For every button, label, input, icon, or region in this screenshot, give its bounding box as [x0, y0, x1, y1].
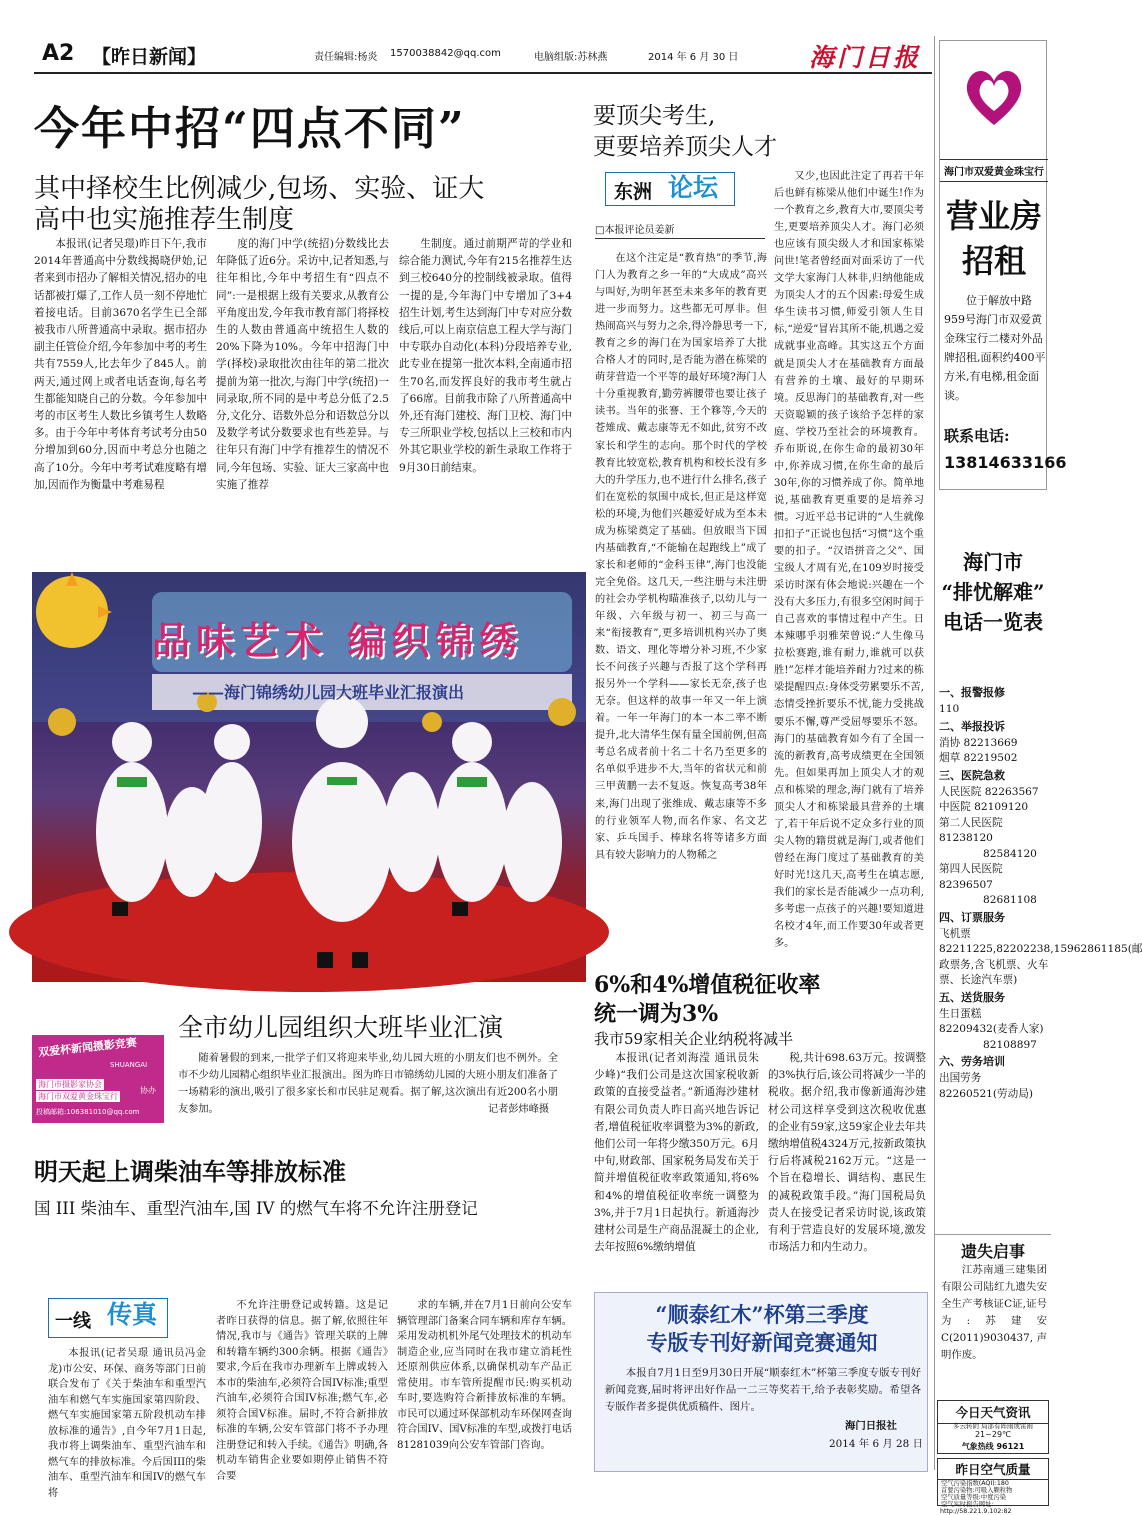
weather-title: 今日天气资讯 — [938, 1401, 1048, 1424]
weather-box — [937, 1400, 1049, 1454]
hotline-group: 二、举报投诉 消协 82213669 烟草 82219502 — [939, 718, 1049, 767]
hotline-title-1: 海门市 — [963, 550, 1023, 574]
diesel-headline: 明天起上调柴油车等排放标准 — [34, 1157, 346, 1186]
contest-notice-box — [594, 1292, 928, 1472]
forum-column-1: 在这个注定是“教育热”的季节,海门人为教育之乡一年的“大成成”高兴与叫好,为明年甚至未来多年的教育更进一步而努力。这些都无可厚非。但热闹高兴与努力之余,得冷静思考一下,教育之乡的海门在为国家培养了大批合格人才的同时,是否能为潜在栋梁的萌芽营造一个平等的最好环境?海门人十分重视教育,勤劳裤腰带也要让孩子读书。当年的张謇、王个簃等,今天的苍雉成、戴志康等无不如此,贫穷不改家长和学生的志向。那个时代的学校教育比较宽松,教育机构和校长没有多大的升学压力,也不进行什么排名,孩子们在宽松的氛围中成长,但正是这样宽松的环境,为他们兴趣爱好成为至本未成为栋梁奠定了基础。但放眼当下国内基础教育,“不能输在起跑线上”成了家长和老师的“金科玉律”,海门也没能完全免俗。这几天,一些注册与未注册的社会办学机构瞄准孩子,以幼儿与一年级、六年级与初一、初三与高一来“衔接教育”,更多培训机构兴办了奥数、语文、理化等增分补习班,不少家长不问孩子兴趣与否报了这个学科再报另外一个学科——家长无奈,孩子也无奈。但这样的故事一年又一年上演着。一年一年海门的本一本二率不断提升,北大清华生保有量全国前例,但高考总名成者前十名二十名乃至更多的名单似乎进步不大,当年的省状元和前三甲黄鹏一去不复返。恢复高考38年来,海门出现了张维成、戴志康等不多的行业领军人物,而名作家、名文艺家、乒乓国手、棒球名将等诸多方面具有较大影响力的人物稀之 — [595, 253, 767, 861]
page-header — [34, 36, 932, 74]
air-quality-line-4: 空气实时报告网址: — [941, 1501, 994, 1508]
diesel-logo-b: 传真 — [107, 1300, 158, 1329]
ad-phone: 13814633166 — [944, 453, 1067, 472]
designer: 电脑组版:苏林燕 — [534, 52, 608, 63]
air-quality-title: 昨日空气质量 — [938, 1459, 1048, 1480]
diesel-column-2: 不允许注册登记或转籍。这是记者昨日获得的信息。据了解,依照往年情况,我市与《通告》管理关联的上牌和转籍车辆约300余辆。根据《通告》要求,今后在我市办理新车上牌或转入本市的柴油车,必须符合国IV标准;重型汽油车,必须符合国IV标准;燃气车,必须符合国V标准。届时,不符合新排放标准的车辆,公安车管部门将不予办理注册登记和转入手续。《通告》明确,各机动车销售企业要如期停止销售不符合要 — [216, 1300, 388, 1482]
photo-contest-title: 双爱杯新闻摄影竞赛 — [37, 1035, 138, 1060]
air-quality-box — [937, 1458, 1049, 1506]
photo-banner-caption: ——海门锦绣幼儿园大班毕业汇报演出 — [192, 683, 465, 702]
ad-contact-label: 联系电话: — [944, 427, 1010, 445]
forum-logo-b: 论坛 — [668, 173, 719, 202]
tax-column-1: 本报讯(记者刘海滢 通讯员朱少峰)“我们公司是这次国家税收新政策的直接受益者。”新通海沙建材有限公司负责人昨日高兴地告诉记者,增值税征收率调整为3%的新政,他们公司一年将少缴350万元。6月中旬,财政部、国家税务局发布关于简并增值税征收率政策通知,将6%和4%的增值税征收率统一调整为3%,并于7月1日起执行。新通海沙建材公司是生产商品混凝土的企业,去年按照6%缴纳增值 — [594, 1052, 759, 1254]
ad-title-1: 营业房 — [945, 197, 1042, 235]
contest-title-2: 专版专刊好新闻竞赛通知 — [646, 1330, 878, 1355]
lead-subhead-2: 高中也实施推荐生制度 — [34, 205, 295, 235]
hotline-title-3: 电话一览表 — [943, 610, 1043, 634]
photo-contest-sub: SHUANGAI — [110, 1061, 148, 1069]
forum-logo-a: 东洲 — [614, 181, 653, 203]
hotline-entry: 烟草 82219502 — [939, 752, 1018, 764]
forum-byline: □本报评论员姜新 — [595, 221, 765, 239]
photo-banner-text: 品味艺术 编织锦绣 — [152, 618, 524, 663]
air-quality-line-2: 首要污染物:可吸入颗粒物 — [941, 1487, 1013, 1494]
lead-column-3: 生制度。通过前期严苛的学业和综合能力测试,今年有215名推荐生达到三校640分的控制线被录取。值得一提的是,今年海门中专增加了3+4招生计划,考生达到海门中专对应分数线后,可以上南京信息工程大学与海门中专联办自动化(本科)分段培养专业,此专业在提第一批次本料,全南通市招生70名,而发挥良好的我市考生就占了66席。目前我市除了八所普通高中外,还有海门建校、海门卫校、海门中专三所职业学校,包括以上三校和市内外其它职业学校的新生录取工作将于9月30日前结束。 — [399, 238, 572, 474]
photo-contest-logo — [32, 1035, 164, 1123]
forum-headline-2: 更要培养顶尖人才 — [593, 134, 777, 160]
contest-body: 本报自7月1日至9月30日开展“顺泰红木”杯第三季度专版专刊好新闻竞赛,届时将评出好作品一二三等奖若干,给予表彰奖励。希望各专版作者多提供优质稿件、图片。 — [605, 1367, 921, 1413]
hotline-entry: 飞机票 82211225,82202238,15962861185(邮政票务,含飞机票、火车票、长途汽车票) — [939, 927, 1142, 986]
issue-date: 2014 年 6 月 30 日 — [648, 52, 739, 63]
hotline-entry: 中医院 82109120 — [939, 801, 1029, 813]
editor: 责任编辑:杨炎 — [314, 52, 378, 63]
diesel-column-3: 求的车辆,并在7月1日前向公安车辆管理部门备案合同车辆和库存车辆。采用发动机机外尾气处理技术的机动车制造企业,应当同时在我市建立消耗性还原剂供应体系,以确保机动车产品正常使用。市车管所提醒市民:购买机动车时,要选购符合新排放标准的车辆。市民可以通过环保部机动车环保网查询符合国IV、国V标准的车型,或拨打电话81281039向公安车管部门咨询。 — [397, 1300, 572, 1451]
hotline-entry: 82584120 — [983, 847, 1037, 860]
hotline-group: 一、报警报修 110 — [939, 684, 1049, 718]
ad-title-2: 招租 — [961, 242, 1026, 280]
diesel-subhead: 国 III 柴油车、重型汽油车,国 IV 的燃气车将不允许注册登记 — [34, 1199, 478, 1218]
diesel-column-1: 本报讯(记者吴璟 通讯员冯金龙)市公安、环保、商务等部门日前联合发布了《关于柴油车和重型汽油车和燃气车实施国家第四阶段、燃气车实施国家第五阶段机动车排放标准的通告》,自今年7月1日起,我市将上调柴油车、重型汽油车和燃气车的排放标准。今后国III的柴油车、重型汽油车和国IV的燃气车将 — [48, 1348, 206, 1499]
hotline-entry: 出国劳务 82260521(劳动局) — [939, 1072, 1033, 1100]
kindergarten-credit: 记者彭炜峰摄 — [488, 1104, 550, 1115]
lead-column-1: 本报讯(记者吴璟)昨日下午,我市2014年普通高中分数线揭晓伊始,记者来到市招办了解相关情况,招办的电话都被打爆了,工作人员一刻不停地忙着接电话。目前3670名学生已全部被我市八所普通高中录取。据市招办副主任管俭介绍,今年参加中考的考生共有7559人,比去年少了845人。前两天,通过网上或者电话查询,每名考生都能知晓自己的分数。今年参加中考的市区考生人数比乡镇考生人数略多。由于今年中考体育考试考分由50分增加到60分,因而中考总分也随之高了10分。今年中考考试难度略有增加,因而作为衡量中考难易程 — [34, 238, 207, 491]
page-number: A2 — [42, 41, 75, 66]
hotline-entry: 第二人民医院 81238120 — [939, 816, 1003, 844]
forum-column-2: 又少,也因此注定了再若干年后也鲜有栋梁从他们中诞生!作为一个教育之乡,教育大市,要顶尖考生,更要培养顶尖人才。海门必须也应该有顶尖级人才和国家栋梁问世!笔者曾经面对面采访了一代文学大家海门人林非,归纳他能成为顶尖人才的五个因素:母爱生成华生读书习惯,师爱引领人生目标,“逆爱”冒岩其所不能,机遇之爱成就事业高峰。其实这五个方面就是顶尖人才在基础教育方面最有营养的土壤、最好的早期环境。反思海门的基础教育,对一些天资聪颖的孩子该给予怎样的家庭、学校乃至社会的环境教育。乔布斯说,在你生命的最初30年中,你养成习惯,在你生命的最后30年,你的习惯养成了你。简单地说,基础教育更重要的是培养习惯。习近平总书记讲的“人生就像扣扣子”正说也包括“习惯”这个重要的扣子。“汉语拼音之父”、国宝级人才周有光,在109岁时接受采访时深有体会地说:兴趣在一个没有大多压力,有很多空闲时间于自己喜欢的事情过程中产生。日本辣哪乎羽雅荣曾说:“人生像马拉松赛跑,谁有耐力,谁就可以获胜!”怎样才能培养耐力?过来的栋梁提醒四点:身体受劳累要乐不苦,态情受挫折要乐不忧,能力受挑战要乐不懈,尊严受屈辱要乐不怒。海门的基础教育如今有了全国一流的新教育,高考成绩更在全国领先。但如果再加上顶尖人才的观点和栋梁的理念,海门就有了培养顶尖人才和栋梁最具营养的土壤了,若干年后说不定众多行业的顶尖人物的籍贯就是海门,或者他们曾经在海门度过了基础教育的美好时光!这几天,高考生在填志愿,我们的家长是否能减少一点功利,多考虑一点孩子的兴趣!要知道进名校才4年,而工作要30年或者更多。 — [774, 171, 924, 950]
hotline-group: 三、医院急救 人民医院 82263567 中医院 82109120 第二人民医院 81238120 82584120 第四人民医院 82396507 82681108 — [939, 767, 1049, 909]
air-quality-line-3: 空气质量等级:中度污染 — [941, 1494, 1007, 1501]
ad-company: 海门市双爱黄金珠宝行 — [940, 159, 1048, 182]
sidebar — [934, 36, 1142, 1515]
jewelry-ad — [939, 40, 1067, 490]
ad-body: 位于解放中路959号海门市双爱黄金珠宝行二楼对外品牌招租,面积约400平方米,有电梯,租金面谈。 — [944, 294, 1046, 402]
tax-subhead: 我市59家相关企业纳税将减半 — [594, 1030, 794, 1048]
kindergarten-photo — [32, 572, 586, 982]
hotline-title-2: “排忧解难” — [941, 580, 1045, 604]
photo-contest-line-3: 协办 — [140, 1086, 156, 1095]
hotline-list — [939, 684, 1142, 1124]
tax-column-2: 税,共计698.63万元。按调整的3%执行后,该公司将减少一半的税收。据介绍,我市像新通海沙建材公司这样享受到这次税收优惠的企业有59家,这59家企业去年共缴纳增值税4324万元,按新政策执行后将减税2162万元。“这是一个旨在稳增长、调结构、惠民生的减税政策手段。”海门国税局负责人在接受记者采访时说,该政策有利于营造良好的发展环境,激发市场活力和内生动力。 — [768, 1052, 926, 1254]
weather-line-2: 21~29℃ — [974, 1430, 1012, 1439]
contest-title-1: “顺泰红木”杯第三季度 — [655, 1302, 869, 1327]
contest-date: 2014 年 6 月 28 日 — [829, 1438, 923, 1450]
kindergarten-body: 随着暑假的到来,一批学子们又将迎来毕业,幼儿园大班的小朋友们也不例外。全市不少幼儿园精心组织毕业汇报演出。图为昨日市锦绣幼儿园的大班小朋友们准备了一场精彩的演出,吸引了很多家长和市民驻足观看。据了解,这次演出有近200名小朋友参加。 — [178, 1053, 558, 1115]
lead-headline: 今年中招“四点不同” — [34, 102, 466, 155]
air-quality-line-1: 空气污染指数(AQI):180 — [941, 1480, 1009, 1487]
photo-contest-line-2: 海门市双爱黄金珠宝行 — [38, 1092, 118, 1101]
hotline-entry: 第四人民医院 82396507 — [939, 863, 1003, 891]
diesel-logo — [48, 1298, 168, 1338]
weather-line-1: 多云转阴 局部有阵雨或雷雨 — [952, 1422, 1034, 1430]
hotline-entry: 82108897 — [983, 1038, 1037, 1051]
section-name: 【昨日新闻】 — [92, 46, 207, 68]
diesel-logo-a: 一线 — [55, 1311, 91, 1332]
tax-headline-2: 统一调为3% — [594, 1001, 719, 1027]
forum-headline-1: 要顶尖考生, — [593, 103, 716, 129]
tax-headline-1: 6%和4%增值税征收率 — [594, 972, 821, 998]
lost-notice-body: 江苏南通三建集团有限公司陆红九遗失安全生产考核证C证,证号为:苏建安C(2011)9030437,声明作废。 — [941, 1264, 1047, 1361]
hotline-group: 四、订票服务 飞机票 82211225,82202238,15962861185(邮政票务,含飞机票、火车票、长途汽车票) — [939, 909, 1049, 989]
photo-contest-line-1: 海门市摄影家协会 — [38, 1080, 102, 1089]
lost-notice-title: 遗失启事 — [935, 1234, 1051, 1262]
hotline-entry: 110 — [939, 703, 960, 715]
lead-subhead-1: 其中择校生比例减少,包场、实验、证大 — [34, 174, 485, 204]
air-quality-url[interactable]: http://58.221.9.102:82 — [940, 1508, 1012, 1515]
hotline-entry: 82681108 — [983, 894, 1037, 906]
contest-signer: 海门日报社 — [845, 1420, 897, 1432]
hotline-entry: 消协 82213669 — [939, 736, 1018, 749]
hotline-group: 五、送货服务 生日蛋糕 82209432(麦香人家) 82108897 — [939, 989, 1049, 1054]
weather-line-3: 气象热线 96121 — [961, 1442, 1025, 1451]
forum-logo — [605, 172, 735, 206]
hotline-entry: 生日蛋糕 82209432(麦香人家) — [939, 1007, 1044, 1035]
hotline-entry: 人民医院 82263567 — [939, 785, 1039, 798]
masthead-logo: 海门日报 — [809, 43, 922, 72]
photo-contest-line-4: 投稿邮箱:106381010@qq.com — [36, 1108, 140, 1116]
hotline-group: 六、劳务培训 出国劳务 82260521(劳动局) — [939, 1053, 1049, 1102]
lead-column-2: 度的海门中学(统招)分数线比去年降低了近6分。采访中,记者知悉,与往年相比,今年中考招生有“四点不同”:一是根据上级有关要求,从教育公平角度出发,今年我市教育部门将择校生的人数由普通高中统招生人数的20%下降为10%。今年中招海门中学(择校)录取批次由往年的第二批次提前为第一批次,与海门中学(统招)一同录取,所不同的是中考总分低了2.5分,文化分、语数外总分和语数总分以及数学考试分数要求也有些差异。与往年只有海门中学有推荐生的情况不同,今年包场、实验、证大三家高中也实施了推荐 — [216, 238, 389, 491]
kindergarten-headline: 全市幼儿园组织大班毕业汇演 — [178, 1013, 504, 1042]
editor-email: 1570038842@qq.com — [390, 48, 501, 59]
heart-logo-icon — [959, 61, 1029, 131]
